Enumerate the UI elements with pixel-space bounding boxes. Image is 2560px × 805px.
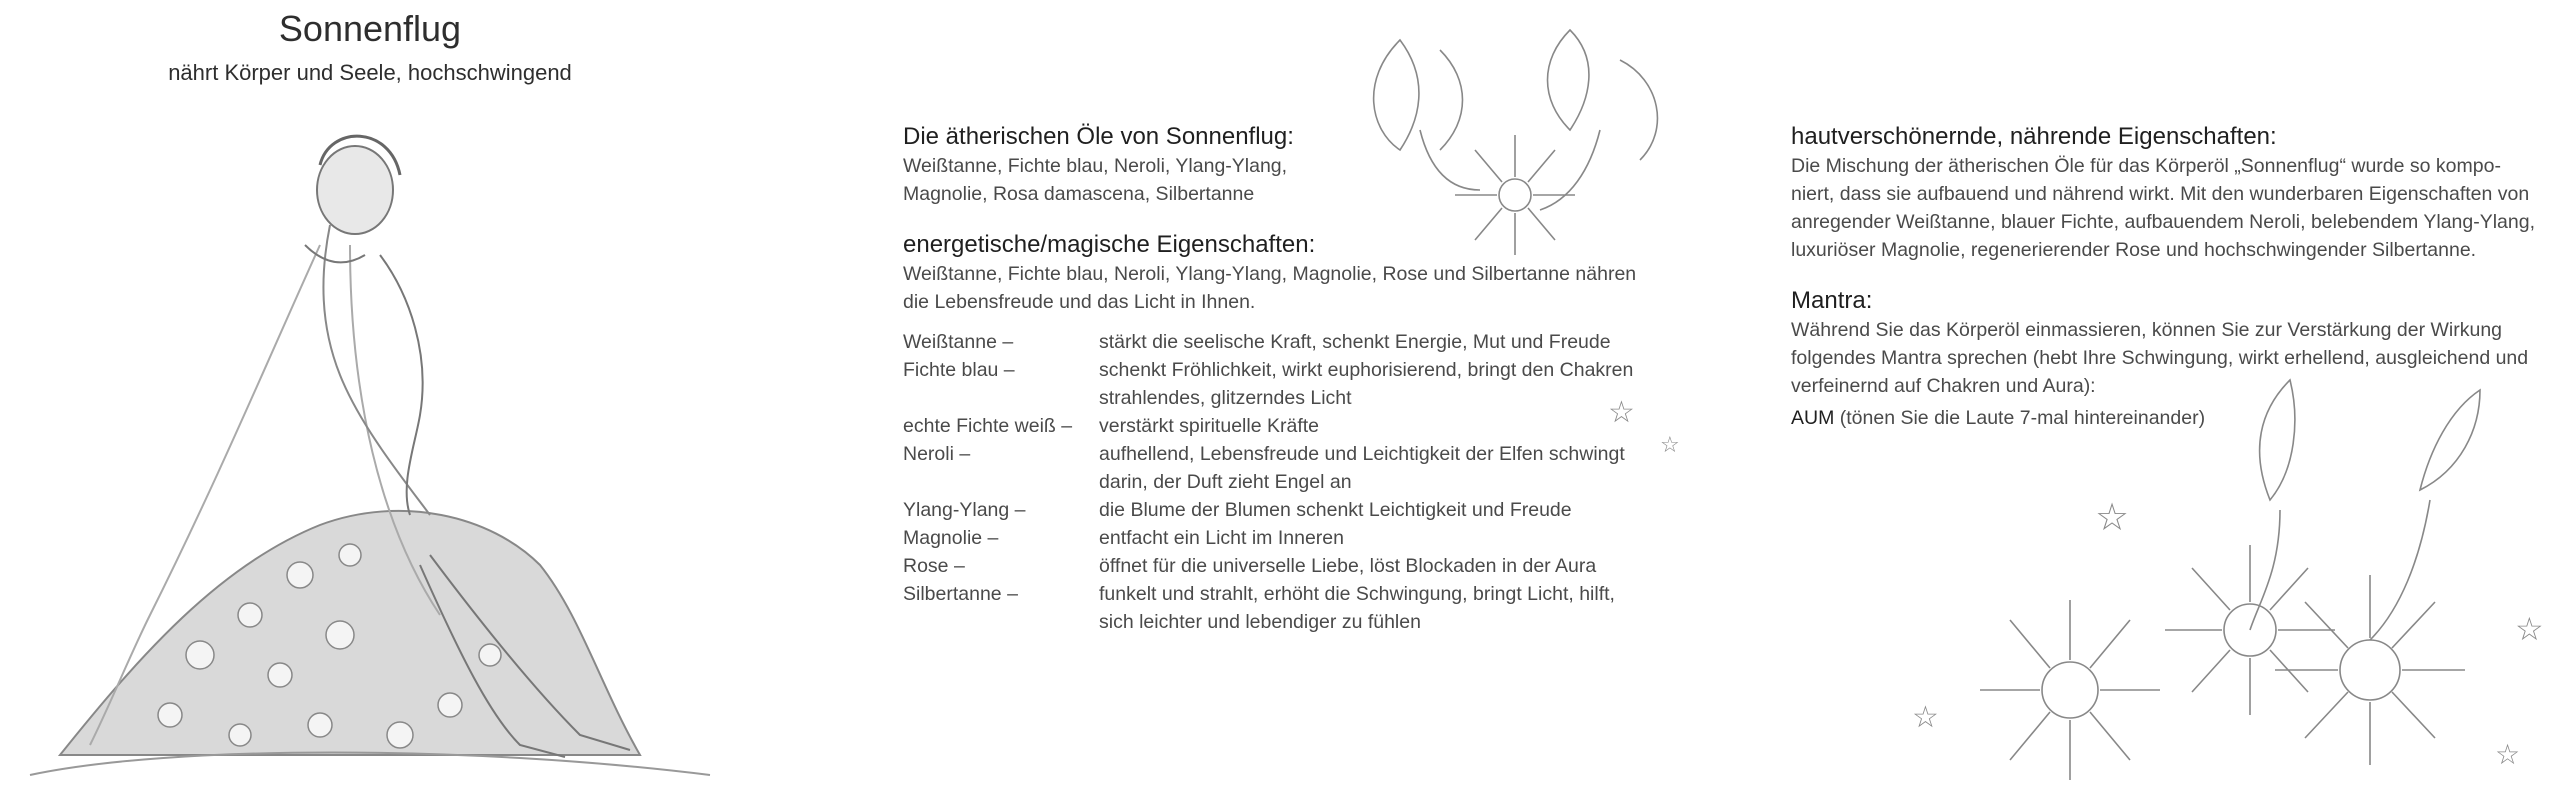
oils-list-line: Magnolie, Rosa damascena, Silbertanne (903, 183, 1255, 205)
oil-description: stärkt die seelische Kraft, schenkt Energie, Mut und Freude (1099, 331, 1611, 353)
oil-properties-table (903, 328, 1633, 636)
mantra-word: AUM (1791, 407, 1835, 429)
oils-column (903, 122, 1683, 636)
fairy-illustration (20, 95, 720, 795)
table-row (903, 356, 1633, 412)
beauty-heading: hautverschönernde, nährende Eigenschaften: (1791, 123, 2277, 150)
page-title: Sonnenflug (278, 8, 462, 49)
star-icon: ☆ (1608, 396, 1635, 429)
oil-description: die Blume der Blumen schenkt Leichtigkeit und Freude (1099, 499, 1572, 521)
oil-name: Silbertanne – (903, 583, 1018, 605)
table-row (903, 412, 1633, 440)
table-row (903, 328, 1633, 356)
table-row (903, 552, 1633, 580)
oil-description: aufhellend, Lebensfreude und Leichtigkeit der Elfen schwingt darin, der Duft zieht Engel an (1099, 443, 1625, 493)
table-row (903, 580, 1633, 636)
star-icon: ☆ (1660, 432, 1680, 457)
oil-description: funkelt und strahlt, erhöht die Schwingung, bringt Licht, hilft, sich leichter und lebendiger zu fühlen (1099, 583, 1615, 633)
table-row (903, 524, 1633, 552)
oils-heading: Die ätherischen Öle von Sonnenflug: (903, 123, 1294, 150)
table-row (903, 440, 1633, 496)
oil-description: öffnet für die universelle Liebe, löst Blockaden in der Aura (1099, 555, 1597, 577)
mantra-line: Während Sie das Körperöl einmassieren, können Sie zur Verstärkung der Wirkung (1791, 319, 2503, 341)
beauty-line: Die Mischung der ätherischen Öle für das Körperöl „Sonnenflug“ wurde so kompo- (1791, 155, 2501, 177)
table-row (903, 496, 1633, 524)
daisies-fairies-illustration (1960, 370, 2560, 805)
oil-name: Ylang-Ylang – (903, 499, 1026, 521)
mantra-line: folgendes Mantra sprechen (hebt Ihre Schwingung, wirkt erhellend, ausgleichend und (1791, 347, 2529, 369)
star-icon: ☆ (1912, 701, 1939, 734)
star-icon: ☆ (2495, 739, 2521, 770)
oil-name: Weißtanne – (903, 331, 1014, 353)
mantra-instruction (1791, 404, 2541, 432)
beauty-line: luxuriöser Magnolie, regenerierender Rose und hochschwingender Silbertanne. (1791, 239, 2477, 261)
energetic-line: die Lebensfreude und das Licht in Ihnen. (903, 291, 1256, 313)
oil-name: Rose – (903, 555, 965, 577)
mantra-note: (tönen Sie die Laute 7-mal hintereinander) (1834, 407, 2206, 429)
oil-name: Magnolie – (903, 527, 999, 549)
mantra-heading: Mantra: (1791, 287, 1873, 314)
energetic-line: Weißtanne, Fichte blau, Neroli, Ylang-Ylang, Magnolie, Rose und Silbertanne nähren (903, 263, 1637, 285)
mantra-line: verfeinernd auf Chakren und Aura): (1791, 375, 2096, 397)
properties-column (1791, 122, 2541, 432)
oil-name: Fichte blau – (903, 359, 1015, 381)
beauty-line: niert, dass sie aufbauend und nährend wirkt. Mit den wunderbaren Eigenschaften von (1791, 183, 2530, 205)
oil-description: verstärkt spirituelle Kräfte (1099, 415, 1319, 437)
oil-name: echte Fichte weiß – (903, 415, 1073, 437)
oil-description: schenkt Fröhlichkeit, wirkt euphorisierend, bringt den Chakren strahlendes, glitzerndes Licht (1099, 359, 1634, 409)
oils-list-line: Weißtanne, Fichte blau, Neroli, Ylang-Ylang, (903, 155, 1288, 177)
page-subtitle: nährt Körper und Seele, hochschwingend (168, 60, 572, 85)
oil-name: Neroli – (903, 443, 971, 465)
oil-description: entfacht ein Licht im Inneren (1099, 527, 1344, 549)
star-icon: ☆ (2515, 611, 2544, 647)
beauty-line: anregender Weißtanne, blauer Fichte, aufbauendem Neroli, belebendem Ylang-Ylang, (1791, 211, 2536, 233)
energetic-heading: energetische/magische Eigenschaften: (903, 231, 1316, 258)
star-icon: ☆ (2095, 497, 2130, 539)
